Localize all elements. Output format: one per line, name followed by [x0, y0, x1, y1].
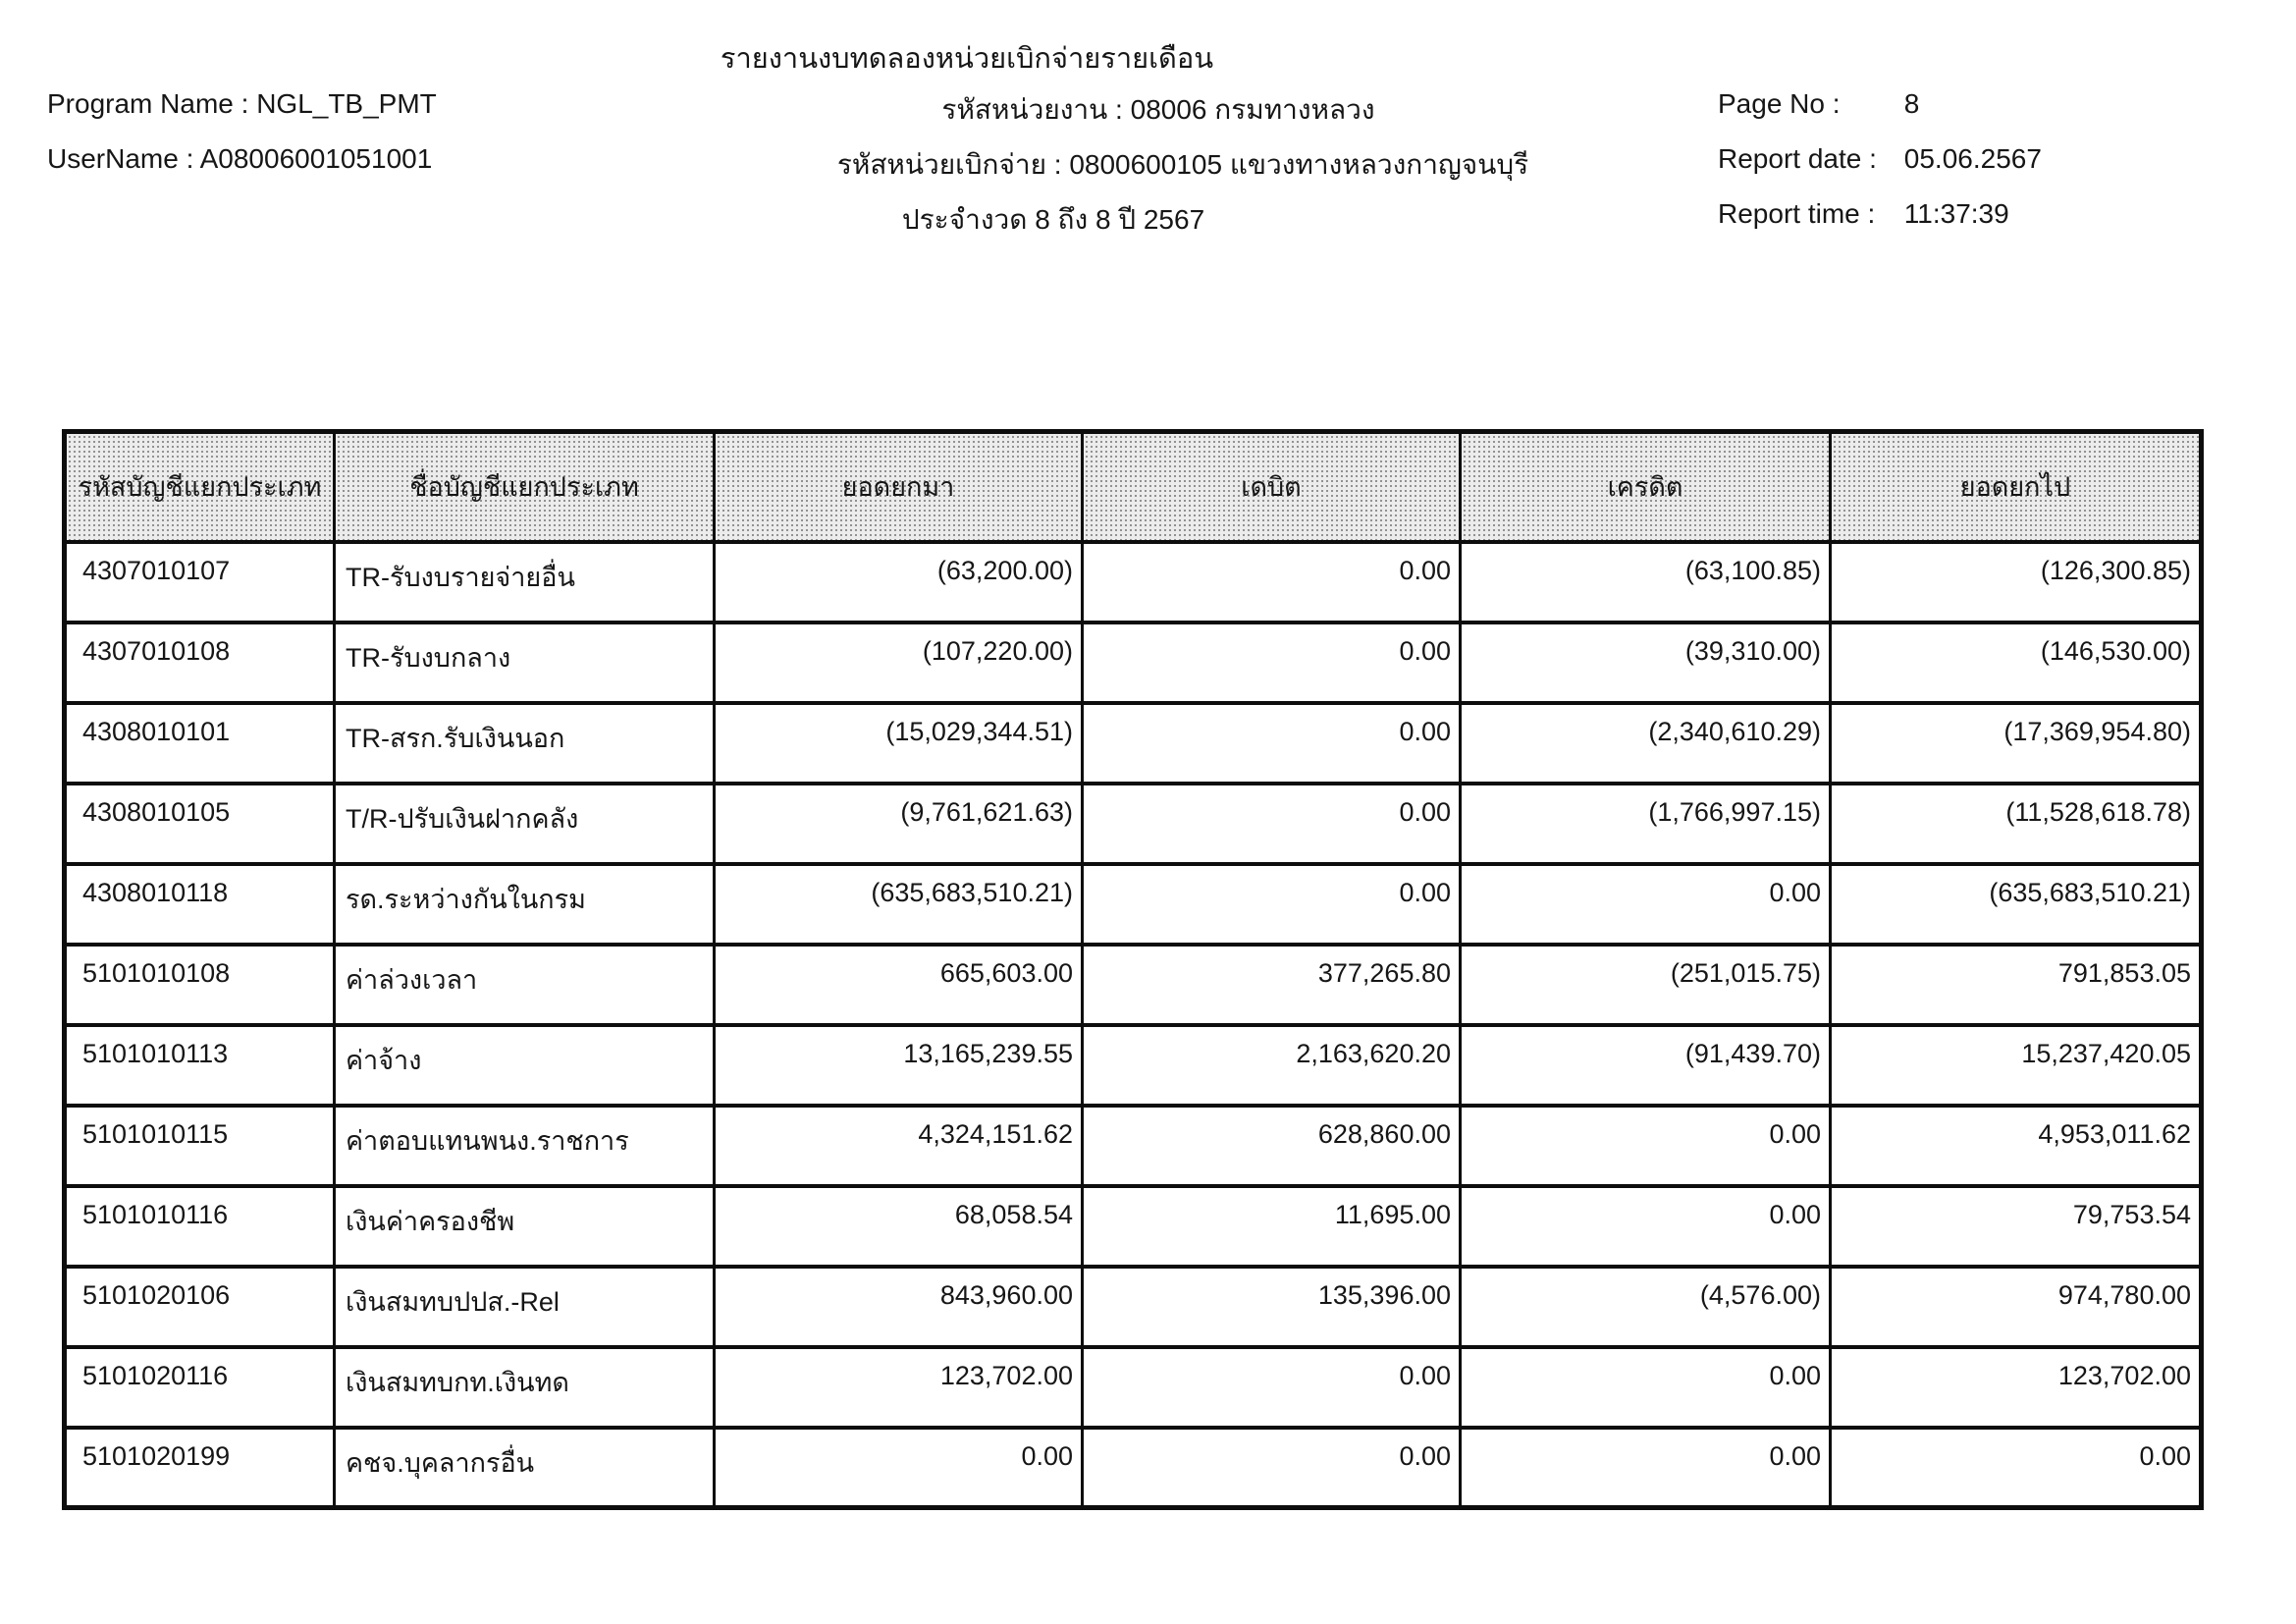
- program-name-label: Program Name :: [47, 88, 249, 119]
- cell-account-code: 4307010108: [65, 623, 335, 703]
- cell-beginning-balance: (9,761,621.63): [715, 784, 1083, 864]
- cell-credit: 0.00: [1461, 1106, 1831, 1186]
- username-value: A08006001051001: [199, 143, 433, 174]
- cell-beginning-balance: 843,960.00: [715, 1267, 1083, 1347]
- cell-account-code: 5101020106: [65, 1267, 335, 1347]
- period-line: ประจำงวด 8 ถึง 8 ปี 2567: [901, 204, 1205, 235]
- cell-debit: 2,163,620.20: [1083, 1025, 1461, 1106]
- cell-account-name: คชจ.บุคลากรอื่น: [335, 1428, 715, 1508]
- table-row: [65, 1347, 2202, 1428]
- cell-account-code: 5101020199: [65, 1428, 335, 1508]
- cell-ending-balance: (635,683,510.21): [1831, 864, 2202, 945]
- table-row: [65, 1267, 2202, 1347]
- table-header-row: [65, 432, 2202, 542]
- table-row: [65, 784, 2202, 864]
- cell-account-name: ค่าล่วงเวลา: [335, 945, 715, 1025]
- table-row: [65, 864, 2202, 945]
- cell-beginning-balance: 68,058.54: [715, 1186, 1083, 1267]
- cell-beginning-balance: (107,220.00): [715, 623, 1083, 703]
- cell-credit: (91,439.70): [1461, 1025, 1831, 1106]
- program-name-value: NGL_TB_PMT: [256, 88, 437, 119]
- agency-code-line: รหัสหน่วยงาน : 08006 กรมทางหลวง: [941, 94, 1375, 125]
- cell-debit: 0.00: [1083, 703, 1461, 784]
- cell-account-name: รด.ระหว่างกันในกรม: [335, 864, 715, 945]
- report-time-value: 11:37:39: [1903, 198, 2009, 229]
- trial-balance-table: [62, 429, 2204, 1510]
- table-row: [65, 945, 2202, 1025]
- cell-account-code: 5101020116: [65, 1347, 335, 1428]
- cell-debit: 0.00: [1083, 623, 1461, 703]
- cell-account-name: เงินสมทบกท.เงินทด: [335, 1347, 715, 1428]
- cell-debit: 0.00: [1083, 784, 1461, 864]
- program-name-line: [47, 88, 437, 120]
- table-row: [65, 1428, 2202, 1508]
- cell-credit: (1,766,997.15): [1461, 784, 1831, 864]
- cell-account-name: เงินค่าครองชีพ: [335, 1186, 715, 1267]
- table-row: [65, 1186, 2202, 1267]
- cell-beginning-balance: 123,702.00: [715, 1347, 1083, 1428]
- col-header-credit: เครดิต: [1461, 432, 1831, 542]
- col-header-ending-balance: ยอดยกไป: [1831, 432, 2202, 542]
- cell-ending-balance: 123,702.00: [1831, 1347, 2202, 1428]
- report-title: รายงานงบทดลองหน่วยเบิกจ่ายรายเดือน: [720, 43, 1214, 75]
- username-label: UserName :: [47, 143, 194, 174]
- cell-credit: (39,310.00): [1461, 623, 1831, 703]
- cell-ending-balance: 4,953,011.62: [1831, 1106, 2202, 1186]
- table-row: [65, 1106, 2202, 1186]
- cell-debit: 0.00: [1083, 1428, 1461, 1508]
- cell-beginning-balance: 0.00: [715, 1428, 1083, 1508]
- cell-credit: (2,340,610.29): [1461, 703, 1831, 784]
- page-no-label: Page No :: [1718, 88, 1841, 119]
- cell-beginning-balance: (15,029,344.51): [715, 703, 1083, 784]
- report-time-line: [1718, 198, 2009, 230]
- cell-beginning-balance: 4,324,151.62: [715, 1106, 1083, 1186]
- cell-credit: (251,015.75): [1461, 945, 1831, 1025]
- cell-account-code: 5101010116: [65, 1186, 335, 1267]
- table-row: [65, 623, 2202, 703]
- trial-balance-table-container: [62, 429, 2204, 1510]
- page-no-value: 8: [1903, 88, 1920, 119]
- cell-ending-balance: 15,237,420.05: [1831, 1025, 2202, 1106]
- cell-ending-balance: (11,528,618.78): [1831, 784, 2202, 864]
- cell-credit: (63,100.85): [1461, 542, 1831, 623]
- cell-beginning-balance: 13,165,239.55: [715, 1025, 1083, 1106]
- page-no-line: [1718, 88, 1919, 120]
- report-date-line: [1718, 143, 2042, 175]
- report-date-label: Report date :: [1718, 143, 1877, 174]
- cell-ending-balance: (146,530.00): [1831, 623, 2202, 703]
- cell-debit: 0.00: [1083, 1347, 1461, 1428]
- cell-account-name: ค่าตอบแทนพนง.ราชการ: [335, 1106, 715, 1186]
- cell-credit: 0.00: [1461, 864, 1831, 945]
- cell-ending-balance: 79,753.54: [1831, 1186, 2202, 1267]
- table-body: [65, 542, 2202, 1508]
- cell-account-code: 5101010108: [65, 945, 335, 1025]
- username-line: [47, 143, 432, 175]
- cell-beginning-balance: 665,603.00: [715, 945, 1083, 1025]
- cell-debit: 0.00: [1083, 864, 1461, 945]
- disbursement-unit-line: รหัสหน่วยเบิกจ่าย : 0800600105 แขวงทางหลวงกาญจนบุรี: [836, 149, 1529, 180]
- col-header-beginning-balance: ยอดยกมา: [715, 432, 1083, 542]
- cell-account-code: 5101010113: [65, 1025, 335, 1106]
- cell-account-name: TR-สรก.รับเงินนอก: [335, 703, 715, 784]
- cell-account-name: TR-รับงบกลาง: [335, 623, 715, 703]
- cell-beginning-balance: (635,683,510.21): [715, 864, 1083, 945]
- cell-ending-balance: 974,780.00: [1831, 1267, 2202, 1347]
- col-header-account-code: รหัสบัญชีแยกประเภท: [65, 432, 335, 542]
- cell-debit: 628,860.00: [1083, 1106, 1461, 1186]
- table-row: [65, 703, 2202, 784]
- cell-account-name: ค่าจ้าง: [335, 1025, 715, 1106]
- cell-account-code: 5101010115: [65, 1106, 335, 1186]
- table-row: [65, 542, 2202, 623]
- cell-ending-balance: (17,369,954.80): [1831, 703, 2202, 784]
- cell-account-code: 4308010101: [65, 703, 335, 784]
- cell-beginning-balance: (63,200.00): [715, 542, 1083, 623]
- cell-account-name: T/R-ปรับเงินฝากคลัง: [335, 784, 715, 864]
- cell-account-name: TR-รับงบรายจ่ายอื่น: [335, 542, 715, 623]
- cell-ending-balance: 791,853.05: [1831, 945, 2202, 1025]
- cell-credit: 0.00: [1461, 1186, 1831, 1267]
- report-date-value: 05.06.2567: [1903, 143, 2042, 174]
- table-row: [65, 1025, 2202, 1106]
- cell-account-code: 4307010107: [65, 542, 335, 623]
- cell-credit: 0.00: [1461, 1428, 1831, 1508]
- cell-debit: 11,695.00: [1083, 1186, 1461, 1267]
- col-header-debit: เดบิต: [1083, 432, 1461, 542]
- cell-debit: 0.00: [1083, 542, 1461, 623]
- cell-account-name: เงินสมทบปปส.-Rel: [335, 1267, 715, 1347]
- cell-debit: 377,265.80: [1083, 945, 1461, 1025]
- cell-credit: 0.00: [1461, 1347, 1831, 1428]
- cell-account-code: 4308010118: [65, 864, 335, 945]
- cell-ending-balance: (126,300.85): [1831, 542, 2202, 623]
- cell-debit: 135,396.00: [1083, 1267, 1461, 1347]
- report-time-label: Report time :: [1718, 198, 1876, 229]
- cell-credit: (4,576.00): [1461, 1267, 1831, 1347]
- cell-ending-balance: 0.00: [1831, 1428, 2202, 1508]
- col-header-account-name: ชื่อบัญชีแยกประเภท: [335, 432, 715, 542]
- cell-account-code: 4308010105: [65, 784, 335, 864]
